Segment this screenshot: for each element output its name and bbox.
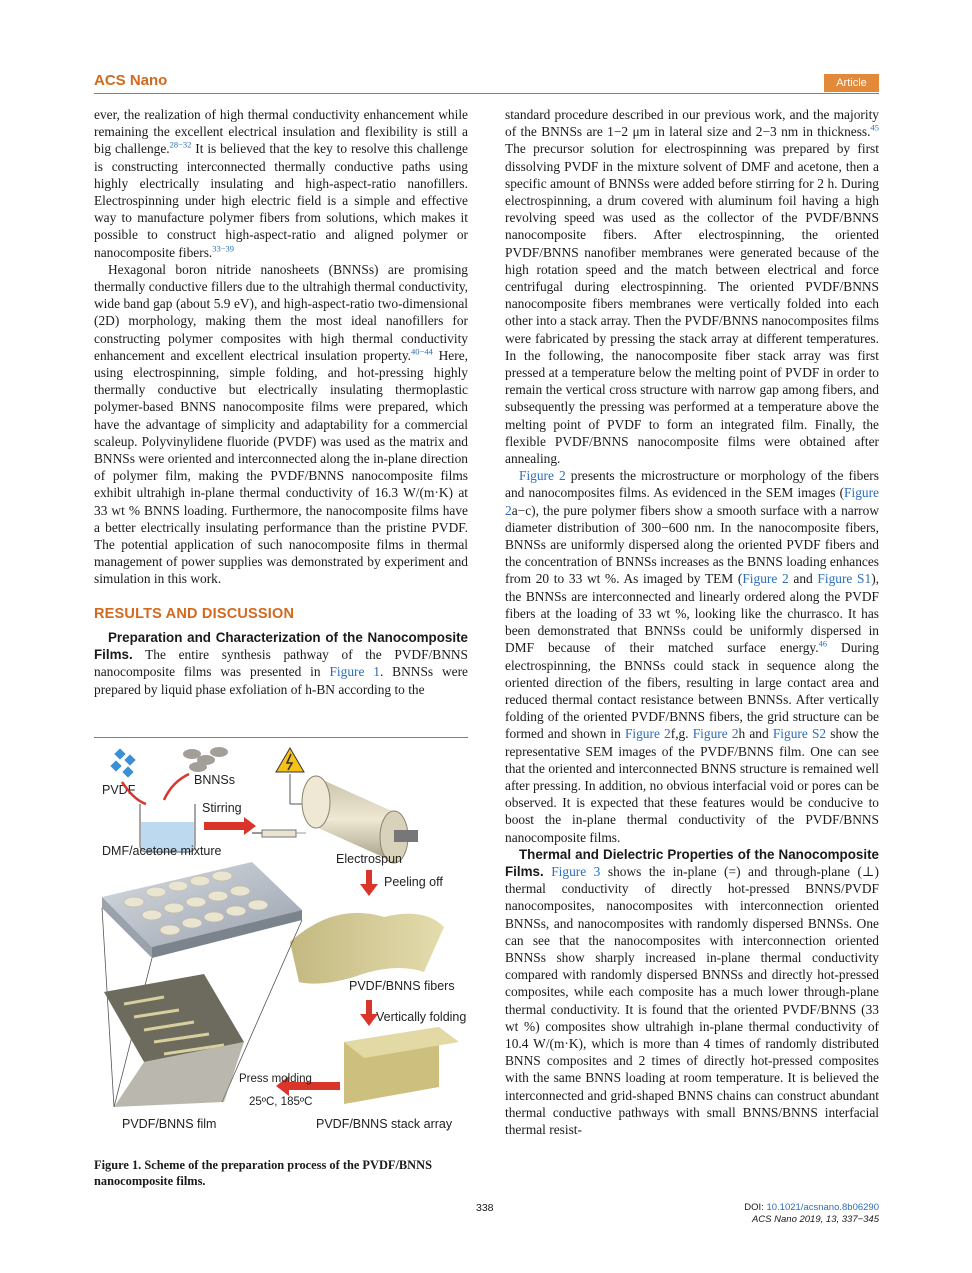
high-voltage-icon	[276, 748, 304, 772]
figure-link[interactable]: Figure 2	[519, 468, 566, 484]
cross-section-inset	[104, 974, 244, 1107]
figure-link[interactable]: Figure 3	[551, 863, 601, 879]
footer-doi: DOI: 10.1021/acsnano.8b06290 ACS Nano 2019, 13, 337−345	[744, 1202, 879, 1225]
drum-collector-icon	[302, 776, 418, 863]
pvdf-pellets-icon	[110, 748, 135, 777]
folding-label: Vertically folding	[376, 1010, 467, 1024]
figure-caption	[94, 1157, 468, 1189]
figure-link[interactable]: Figure 2	[742, 571, 789, 587]
paragraph: Preparation and Characterization of the Nanocomposite Films. The entire synthesis pathway of the PVDF/BNNS nanocomposite films was presented in Figure 1. BNNSs were prepared by liquid phase exfoliation of h-BN according to the	[94, 629, 468, 697]
stirring-label: Stirring	[202, 801, 242, 815]
mixture-label: DMF/acetone mixture	[102, 844, 222, 858]
subsection-heading: Thermal and Dielectric Properties of the Nanocomposite Films.	[505, 846, 879, 879]
stack-label: PVDF/BNNS stack array	[316, 1117, 453, 1131]
citation-ref[interactable]: 28−32	[169, 139, 192, 150]
citation-ref[interactable]: 46	[818, 638, 828, 649]
figure-link[interactable]: Figure S2	[772, 726, 827, 742]
header-rule	[94, 93, 879, 94]
stirring-arrow	[204, 817, 256, 835]
paragraph: ever, the realization of high thermal conductivity enhancement while remaining the excellent electrical insulation and flexibility is still a big challenge.$^{28-32}$ It is believed that the key to resolve this challenge is constructing interconnected thermally conductive paths using highly electrically insulating and high-aspect-ratio nanofillers. Electrospinning under high electric field is a simple and effective way to manufacture polymer fibers from solutions, which makes it possible to construct high-aspect-ratio and aligned polymer or nanocomposite fibers.$^{33-39}$	[94, 107, 468, 260]
figure-link[interactable]: Figure 2	[692, 726, 739, 742]
fibers-label: PVDF/BNNS fibers	[349, 979, 455, 993]
figure-link[interactable]: Figure S1	[817, 571, 872, 587]
electrospun-label: Electrospun	[336, 852, 403, 866]
figure-link[interactable]: Figure 1	[329, 664, 380, 680]
fiber-membrane	[290, 913, 444, 984]
press-label: Press molding	[239, 1073, 312, 1085]
doi-link[interactable]: 10.1021/acsnano.8b06290	[766, 1202, 879, 1213]
article-type-badge: Article	[824, 74, 879, 92]
right-column	[505, 106, 879, 1138]
citation-ref[interactable]: 33−39	[212, 243, 235, 254]
stack-array	[344, 1027, 459, 1104]
temps-label: 25ºC, 185ºC	[249, 1096, 313, 1108]
paragraph: standard procedure described in our previous work, and the majority of the BNNSs are 1−2 μm in lateral size and 2−3 nm in thickness.$^{45}$ The precursor solution for electrospinning was prepared by first dissolving PVDF in the mixture solvent of DMF and acetone, then a specific amount of BNNSs were added before stirring for 2 h. During electrospinning, a drum covered with aluminum foil having a high revolving speed was used as the collector of the PVDF/BNNS nanocomposite fibers. After electrospinning, the oriented PVDF/BNNS nanofiber membranes were generated because of the high rotation speed and the match between electrical and force centrifugal during electrospinning. The oriented PVDF/BNNS nanocomposite fibers membranes were vertically folded into each other into a stack array. Then the PVDF/BNNS nanocomposites films were fabricated by pressing the stack array at different temperatures. In the following, the nanocomposite fiber stack array was first pressed at a temperature below the melting point of PVDF in order to remain the vertical cross structure with narrow gap among fibers, and subsequently the pressing was performed at a temperature above the melting point of PVDF to form an integrated film. Finally, the flexible PVDF/BNNS nanocomposite films were obtained after annealing.	[505, 107, 879, 467]
figure-caption-label: Figure 1.	[94, 1158, 142, 1172]
paragraph: Hexagonal boron nitride nanosheets (BNNSs) are promising thermally conductive fillers due to the ultrahigh thermal conductivity, wide band gap (about 5.9 eV), and high-aspect-ratio two-dimensional (2D) morphology, making them the most ideal nanofillers for constructing polymer composites with high thermal conductivity enhancement and excellent electrical insulation property.$^{40-44}$ Here, using electrospinning, simple folding, and hot-pressing highly thermally conductive but electrically insulating thermoplastic polymer-based BNNS nanocomposite films were prepared, which have the advantage of simplicity and adaptability for a commercial scaleup. Polyvinylidene fluoride (PVDF) was used as the matrix and BNNSs were oriented and interconnected along the in-plane direction of polymer film, making the PVDF/BNNS nanocomposite films exhibit ultrahigh in-plane thermal conductivity of 16.3 W/(m·K) at 33 wt % BNNS loading. Furthermore, the nanocomposite films have a better electrically insulating performance than the pristine PVDF. The potential application of such nanocomposite films in thermal management of power supplies was demonstrated by experiment and simulation in this work.	[94, 261, 468, 587]
syringe-icon	[252, 830, 306, 837]
pvdf-label: PVDF	[102, 783, 136, 797]
bnnss-label: BNNSs	[194, 773, 235, 787]
paragraph: Thermal and Dielectric Properties of the Nanocomposite Films. Figure 3 shows the in-plane (=) and through-plane (⊥) thermal conductivity of directly hot-pressed BNNS/PVDF nanocomposites, nanocomposites with interconnection oriented BNNSs, and nanocomposites with randomly dispersed BNNSs. One can see that the nanocomposites with interconnection oriented BNNSs show sharply increased in-plane thermal conductivity compared with randomly dispersed BNNSs and directly hot-pressed composites, while each composite has a much lower through-plane thermal conductivity. It is found that the oriented PVDF/BNNS (33 wt %) composites show ultrahigh in-plane thermal conductivity of 10.4 W/(m·K), which is more than 4 times of randomly distributed BNNS composites and 2 times of directly hot-pressed composites with the same BNNS loading at room temperature. It is believed the interconnected and grid-shaped BNNS chains can construct abundant thermal conductive pathways with small BNNS/BNNS interfacial thermal resist-	[505, 846, 879, 1137]
figure-link[interactable]: Figure 2	[505, 485, 879, 518]
section-heading: RESULTS AND DISCUSSION	[94, 605, 295, 622]
figure-link[interactable]: Figure 2	[624, 726, 671, 742]
figure-rule	[94, 737, 468, 738]
peeling-label: Peeling off	[384, 875, 443, 889]
citation-line: ACS Nano 2019, 13, 337−345	[751, 1214, 879, 1225]
figure-caption-text: Scheme of the preparation process of the PVDF/BNNS nanocomposite films.	[94, 1158, 432, 1188]
left-column	[94, 106, 468, 698]
composite-film	[102, 862, 302, 958]
journal-name[interactable]: ACS Nano	[94, 72, 168, 89]
citation-ref[interactable]: 40−44	[411, 346, 433, 357]
peeling-arrow	[360, 870, 378, 896]
citation-ref[interactable]: 45	[870, 122, 879, 133]
bnns-flakes-icon	[183, 747, 228, 772]
subsection-heading: Preparation and Characterization of the Nanocomposite Films.	[94, 629, 468, 663]
page-number: 338	[476, 1202, 494, 1214]
paragraph: Figure 2 presents the microstructure or morphology of the fibers and nanocomposites films. As evidenced in the SEM images (Figure 2a−c), the pure polymer fibers show a smooth surface with a narrow diameter distribution of 300−600 nm. In the nanocomposite fibers, BNNSs are uniformly dispersed along the oriented PVDF fibers and the concentration of BNNSs increases as the BNNS loading enhances from 20 to 33 wt %. As imaged by TEM (Figure 2 and Figure S1), the BNNSs are interconnected and linearly ordered along the PVDF fibers at the loading of 33 wt %, looking like the churrasco. It has been demonstrated that BNNSs could be uniformly dispersed in DMF because of their matched surface energy.$^{46}$ During electrospinning, the BNNSs could stack in sequence along the oriented direction of the fibers, resulting in large contact area and reduced thermal contact resistance between BNNSs. After vertically folding of the oriented PVDF/BNNS fibers, the grid structure can be formed and shown in Figure 2f,g. Figure 2h and Figure S2 show the representative SEM images of the PVDF/BNNS film. One can see that the oriented and interconnected BNNS structure is remained well after pressing. In addition, no obvious interfacial void or pores can be observed. It is expected that these features would be conducive to boost the in-plane thermal conductivity of the PVDF/BNNS nanocomposite films.	[505, 468, 880, 845]
figure-1-scheme	[94, 742, 468, 1147]
film-label: PVDF/BNNS film	[122, 1117, 217, 1131]
